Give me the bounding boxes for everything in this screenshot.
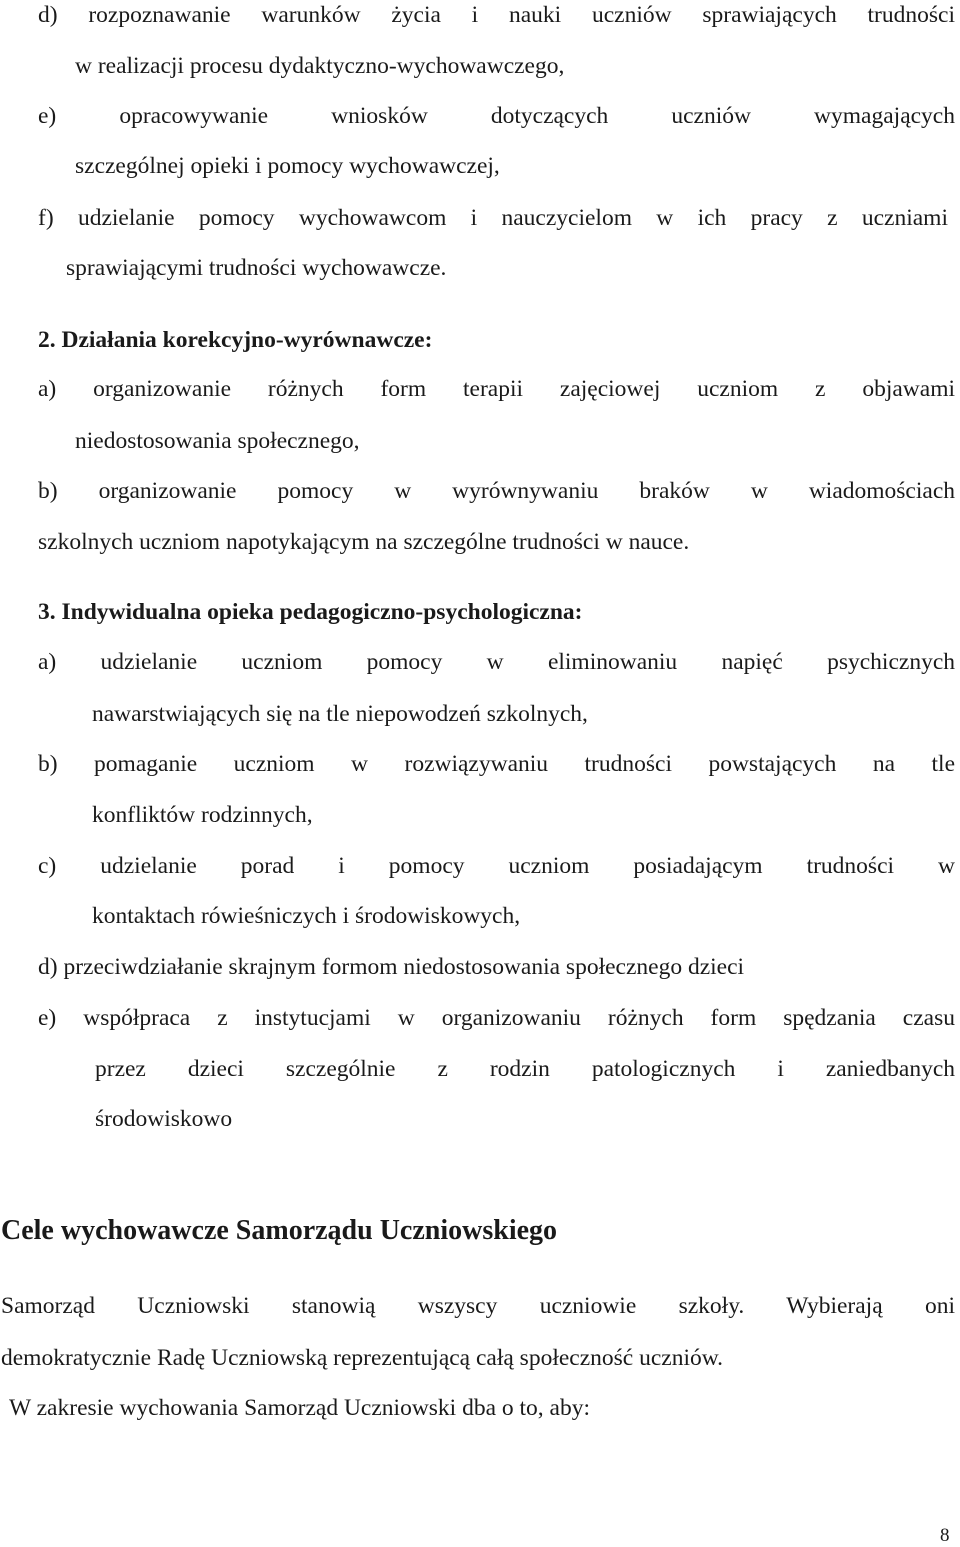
s3-item-c-line2: kontaktach rówieśniczych i środowiskowych, <box>92 903 521 929</box>
goals-paragraph-1-line2: demokratycznie Radę Uczniowską reprezentującą całą społeczność uczniów. <box>1 1345 724 1371</box>
item-d-line1: d) rozpoznawanie warunków życia i nauki uczniów sprawiających trudności <box>38 2 955 28</box>
item-e-line1: e) opracowywanie wniosków dotyczących uczniów wymagających <box>38 103 955 129</box>
s2-item-a-line2: niedostosowania społecznego, <box>75 428 360 454</box>
s3-item-b-line2: konfliktów rodzinnych, <box>92 802 313 828</box>
s3-item-c-line1: c) udzielanie porad i pomocy uczniom posiadającym trudności w <box>38 853 955 879</box>
s3-item-a-line1: a) udzielanie uczniom pomocy w eliminowaniu napięć psychicznych <box>38 649 955 675</box>
s3-item-d-line1: d) przeciwdziałanie skrajnym formom niedostosowania społecznego dzieci <box>38 954 745 980</box>
goals-paragraph-2-line1: W zakresie wychowania Samorząd Uczniowski dba o to, aby: <box>9 1395 591 1421</box>
s3-item-e-line1: e) współpraca z instytucjami w organizowaniu różnych form spędzania czasu <box>38 1005 955 1031</box>
section-3-heading: 3. Indywidualna opieka pedagogiczno-psychologiczna: <box>38 599 583 625</box>
page-number: 8 <box>940 1525 950 1546</box>
section-2-heading: 2. Działania korekcyjno-wyrównawcze: <box>38 327 433 353</box>
goals-paragraph-1-line1: Samorząd Uczniowski stanowią wszyscy uczniowie szkoły. Wybierają oni <box>1 1293 955 1319</box>
s3-item-e-line2: przez dzieci szczególnie z rodzin patologicznych i zaniedbanych <box>95 1056 955 1082</box>
s2-item-b-line1: b) organizowanie pomocy w wyrównywaniu braków w wiadomościach <box>38 478 955 504</box>
s3-item-a-line2: nawarstwiających się na tle niepowodzeń szkolnych, <box>92 701 588 727</box>
s2-item-b-line2: szkolnych uczniom napotykającym na szczególne trudności w nauce. <box>38 529 690 555</box>
goals-heading: Cele wychowawcze Samorządu Uczniowskiego <box>1 1215 558 1246</box>
item-d-line2: w realizacji procesu dydaktyczno-wychowawczego, <box>75 53 565 79</box>
s3-item-e-line3: środowiskowo <box>95 1106 233 1132</box>
s2-item-a-line1: a) organizowanie różnych form terapii zajęciowej uczniom z objawami <box>38 376 955 402</box>
item-f-line1: f) udzielanie pomocy wychowawcom i nauczycielom w ich pracy z uczniami <box>38 205 948 231</box>
item-e-line2: szczególnej opieki i pomocy wychowawczej, <box>75 153 500 179</box>
s3-item-b-line1: b) pomaganie uczniom w rozwiązywaniu trudności powstających na tle <box>38 751 955 777</box>
item-f-line2: sprawiającymi trudności wychowawcze. <box>66 255 447 281</box>
